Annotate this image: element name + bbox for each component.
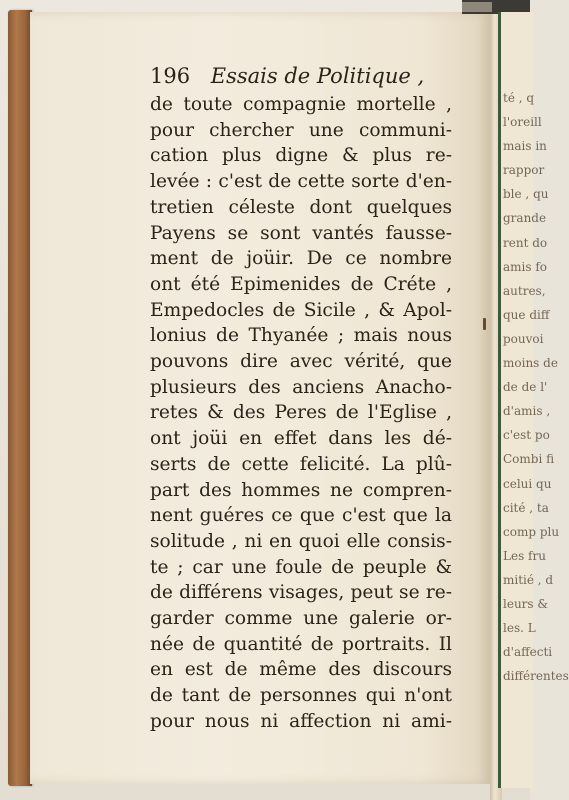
page-tab: [462, 2, 492, 12]
next-page-text-fragment: d'affecti: [503, 645, 553, 660]
next-page-text-fragment: c'est po: [503, 428, 550, 443]
text-line: cation plus digne & plus re-: [150, 145, 452, 167]
text-line: ment de joüir. De ce nombre: [150, 248, 452, 270]
text-line: pour chercher une communi-: [150, 119, 452, 141]
page-number: 196: [150, 64, 191, 88]
next-page-text-fragment: Combi fi: [503, 452, 555, 467]
binding-thread-mark: [483, 318, 486, 330]
text-line: Empedocles de Sicile , & Apol-: [150, 299, 452, 321]
next-page-fragment: [498, 12, 569, 788]
text-line: nent guéres ce que c'est que la: [150, 505, 452, 527]
next-page-text-fragment: d'amis ,: [503, 404, 551, 419]
text-line: ont joüi en effet dans les dé-: [150, 428, 452, 450]
text-line: ont été Epimenides de Créte ,: [150, 273, 452, 295]
text-line: de tant de personnes qui n'ont: [150, 685, 452, 707]
next-page-text-fragment: que diff: [503, 307, 550, 322]
text-line: Payens se sont vantés fausse-: [150, 222, 452, 244]
page-body-text: [150, 92, 452, 735]
text-line: de différens visages, peut se re-: [150, 582, 452, 604]
next-page-text-fragment: moins de: [503, 356, 558, 371]
next-page-text-fragment: leurs &: [503, 596, 549, 611]
next-page-text-fragment: té , q: [503, 91, 535, 105]
text-line: tretien céleste dont quelques: [150, 196, 452, 218]
next-page-text-fragment: différentes: [503, 669, 569, 684]
text-line: en est de même des discours: [150, 659, 452, 681]
text-line: née de quantité de portraits. Il: [150, 633, 452, 655]
text-line: garder comme une galerie or-: [150, 608, 452, 630]
text-line: de toute compagnie mortelle ,: [150, 94, 452, 115]
text-line: te ; car une foule de peuple &: [150, 556, 452, 578]
next-page-text-fragment: autres,: [503, 283, 546, 298]
next-page-text-fragment: rent do: [503, 235, 548, 250]
book-cover-edge: [8, 10, 32, 786]
text-line: solitude , ni en quoi elle consis-: [150, 530, 452, 552]
next-page-text-fragment: comp plu: [503, 524, 560, 539]
next-page-text-fragment: de de l': [503, 380, 548, 395]
next-page-text-fragment: mitié , d: [503, 572, 554, 587]
next-page-text-fragment: cité , ta: [503, 500, 549, 515]
text-line: pour nous ni affection ni ami-: [150, 710, 452, 732]
text-line: serts de cette felicité. La plû-: [150, 453, 452, 475]
next-page-text-fragment: amis fo: [503, 259, 548, 274]
next-page-text-fragment: les. L: [503, 621, 536, 636]
next-page-text-fragment: Les fru: [503, 548, 546, 563]
next-page-text-fragment: rappor: [503, 163, 545, 178]
running-title: Essais de Politique ,: [210, 64, 425, 88]
next-page-text-fragment: pouvoi: [503, 331, 544, 346]
next-page-text-fragment: celui qu: [503, 476, 552, 491]
text-line: lonius de Thyanée ; mais nous: [150, 325, 452, 347]
text-line: levée : c'est de cette sorte d'en-: [150, 171, 452, 193]
next-page-text-fragment: ble , qu: [503, 187, 549, 202]
text-line: pouvons dire avec vérité, que: [150, 351, 452, 373]
next-page-text-fragment: grande: [503, 211, 547, 226]
next-page-text-fragment: l'oreill: [503, 115, 542, 130]
text-line: retes & des Peres de l'Eglise ,: [150, 402, 452, 424]
text-line: plusieurs des anciens Anacho-: [150, 376, 452, 398]
text-line: part des hommes ne compren-: [150, 479, 452, 501]
running-header: [150, 64, 424, 88]
next-page-text-fragment: mais in: [503, 139, 547, 154]
